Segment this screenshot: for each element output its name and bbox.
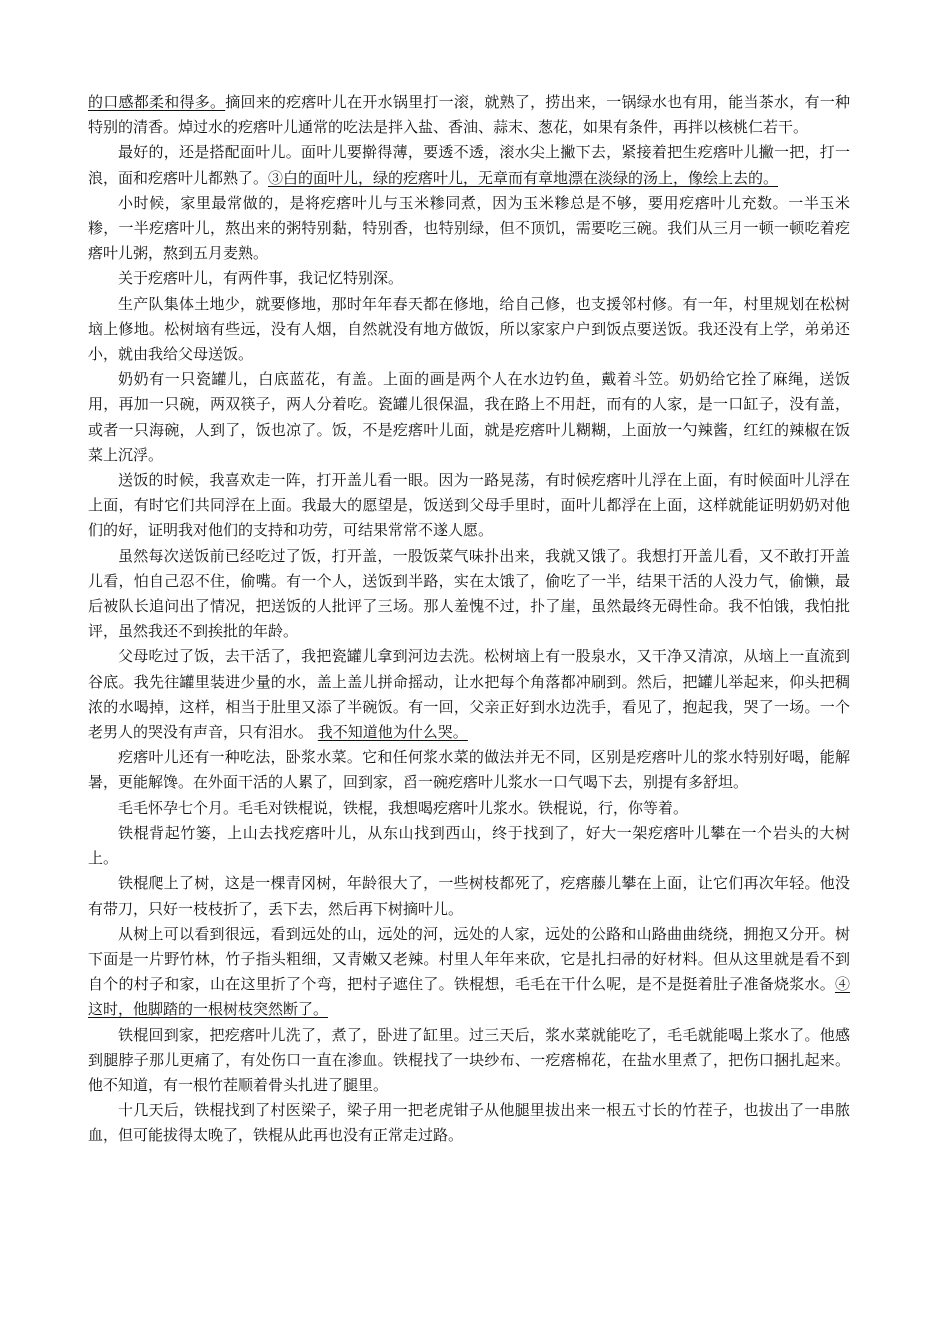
paragraph-1 (88, 90, 850, 140)
paragraph-text: 毛毛怀孕七个月。毛毛对铁棍说，铁棍，我想喝疙瘩叶儿浆水。铁棍说，行，你等着。 (118, 798, 689, 817)
paragraph-3 (88, 191, 850, 267)
paragraph-text: 生产队集体土地少，就要修地，那时年年春天都在修地，给自己修，也支援邻村修。有一年，村里规划在松树垴上修地。松树垴有些远，没有人烟，自然就没有地方做饭，所以家家户户到饭点要送饭。我还没有上学，弟弟还小，就由我给父母送饭。 (88, 294, 850, 364)
paragraph-text: 关于疙瘩叶儿，有两件事，我记忆特别深。 (118, 269, 404, 288)
paragraph-8 (88, 544, 850, 645)
paragraph-9 (88, 644, 850, 745)
paragraph-12 (88, 821, 850, 871)
paragraph-11 (88, 796, 850, 821)
paragraph-text: 奶奶有一只瓷罐儿，白底蓝花，有盖。上面的画是两个人在水边钓鱼，戴着斗笠。奶奶给它拴了麻绳，送饭用，再加一只碗，两双筷子，两人分着吃。瓷罐儿很保温，我在路上不用赶，而有的人家，是一口缸子，没有盖，或者一只海碗，人到了，饭也凉了。饭，不是疙瘩叶儿面，就是疙瘩叶儿糊糊，上面放一勺辣酱，红红的辣椒在饭菜上沉浮。 (88, 370, 850, 464)
paragraph-text: 虽然每次送饭前已经吃过了饭，打开盖，一股饭菜气味扑出来，我就又饿了。我想打开盖儿看，又不敢打开盖儿看，怕自己忍不住，偷嘴。有一个人，送饭到半路，实在太饿了，偷吃了一半，结果干活的人没力气，偷懒，最后被队长追问出了情况，把送饭的人批评了三场。那人羞愧不过，扑了崖，虽然最终无碍性命。我不怕饿，我怕批评，虽然我还不到挨批的年龄。 (88, 546, 850, 641)
paragraph-6 (88, 367, 850, 468)
paragraph-text: 铁棍爬上了树，这是一棵青冈树，年龄很大了，一些树枝都死了，疙瘩藤儿攀在上面，让它们再次年轻。他没有带刀，只好一枝枝折了，丢下去，然后再下树摘叶儿。 (88, 874, 850, 918)
paragraph-text: 铁棍回到家，把疙瘩叶儿洗了，煮了，卧进了缸里。过三天后，浆水菜就能吃了，毛毛就能喝上浆水了。他感到腿脖子那儿更痛了，有处伤口一直在渗血。铁棍找了一块纱布、一疙瘩棉花，在盐水里煮了，把伤口捆扎起来。他不知道，有一根竹茬顺着骨头扎进了腿里。 (88, 1025, 850, 1094)
article-body (88, 90, 850, 1149)
paragraph-text: 最好的，还是搭配面叶儿。面叶儿要擀得薄，要透不透，滚水尖上撇下去，紧接着把生疙瘩叶儿撇一把，打一浪，面和疙瘩叶儿都熟了。 (88, 143, 850, 187)
paragraph-10 (88, 745, 850, 795)
paragraph-7 (88, 468, 850, 544)
paragraph-5 (88, 292, 850, 368)
paragraph-14 (88, 922, 850, 1023)
paragraph-text: 父母吃过了饭，去干活了，我把瓷罐儿拿到河边去洗。松树垴上有一股泉水，又干净又清凉，从垴上一直流到谷底。我先往罐里装进少量的水，盖上盖儿拼命摇动，让水把每个角落都冲刷到。然后，把罐儿举起来，仰头把稠浓的水喝掉，这样，相当于肚里又添了半碗饭。有一回，父亲正好到水边洗手，看见了，抱起我，哭了一场。一个老男人的哭没有声音，只有泪水。 (88, 647, 850, 742)
paragraph-16 (88, 1098, 850, 1148)
paragraph-text: 摘回来的疙瘩叶儿在开水锅里打一滚，就熟了，捞出来，一锅绿水也有用，能当茶水，有一种特别的清香。焯过水的疙瘩叶儿通常的吃法是拌入盐、香油、蒜末、葱花，如果有条件，再拌以核桃仁若干。 (88, 93, 850, 137)
paragraph-text: 小时候，家里最常做的，是将疙瘩叶儿与玉米糁同煮，因为玉米糁总是不够，要用疙瘩叶儿充数。一半玉米糁，一半疙瘩叶儿，熬出来的粥特别黏，特别香，也特别绿，但不顶饥，需要吃三碗。我们从三月一顿一顿吃着疙瘩叶儿粥，熬到五月麦熟。 (88, 193, 850, 263)
paragraph-text: 从树上可以看到很远，看到远处的山，远处的河，远处的人家，远处的公路和山路曲曲绕绕，拥抱又分开。树下面是一片野竹林，竹子指头粗细，又青嫩又老辣。村里人年年来砍，它是扎扫帚的好材料。但从这里就是看不到自个的村子和家，山在这里折了个弯，把村子遮住了。铁棍想，毛毛在干什么呢，是不是挺着肚子准备烧浆水。 (88, 924, 850, 994)
paragraph-text: 疙瘩叶儿还有一种吃法，卧浆水菜。它和任何浆水菜的做法并无不同，区别是疙瘩叶儿的浆水特别好喝，能解暑，更能解馋。在外面干活的人累了，回到家，舀一碗疙瘩叶儿浆水一口气喝下去，别提有多舒坦。 (88, 748, 850, 792)
paragraph-4 (88, 266, 850, 291)
underlined-sentence: 的口感都柔和得多。 (88, 93, 226, 111)
paragraph-13 (88, 871, 850, 921)
paragraph-text: 十几天后，铁棍找到了村医梁子，梁子用一把老虎钳子从他腿里拔出来一根五寸长的竹茬子，也拔出了一串脓血，但可能拔得太晚了，铁棍从此再也没有正常走过路。 (88, 1101, 850, 1145)
underlined-sentence: 我不知道他为什么哭。 (317, 723, 468, 742)
paragraph-15 (88, 1023, 850, 1099)
paragraph-text: 送饭的时候，我喜欢走一阵，打开盖儿看一眼。因为一路晃荡，有时候疙瘩叶儿浮在上面，有时候面叶儿浮在上面，有时它们共同浮在上面。我最大的愿望是，饭送到父母手里时，面叶儿都浮在上面，这样就能证明奶奶对他们的好，证明我对他们的支持和功劳，可结果常常不遂人愿。 (88, 471, 850, 540)
paragraph-text: 铁棍背起竹篓，上山去找疙瘩叶儿，从东山找到西山，终于找到了，好大一架疙瘩叶儿攀在一个岩头的大树上。 (88, 823, 850, 868)
underlined-sentence-3: ③白的面叶儿，绿的疙瘩叶儿，无章而有章地漂在淡绿的汤上，像绘上去的。 (268, 168, 779, 187)
underlined-sentence-4: ④这时，他脚踏的一根树枝突然断了。 (88, 975, 850, 1019)
paragraph-2 (88, 140, 850, 190)
